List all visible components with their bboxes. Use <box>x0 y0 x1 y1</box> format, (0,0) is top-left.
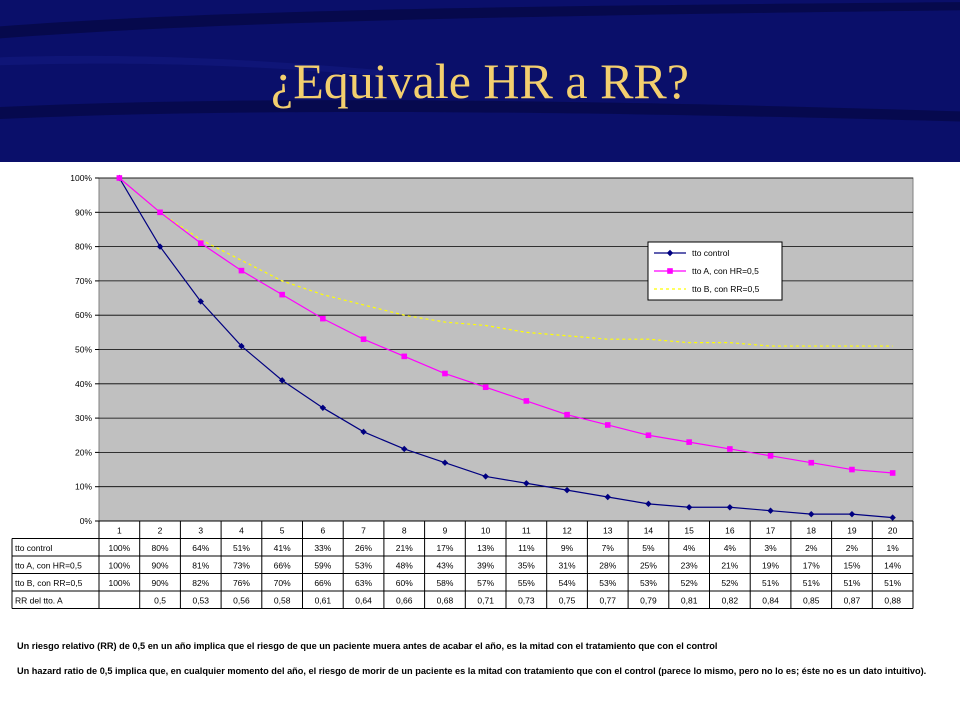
x-tick-label: 18 <box>806 525 816 536</box>
table-cell: 60% <box>395 578 413 588</box>
x-tick-label: 5 <box>279 525 285 536</box>
table-cell: 0,81 <box>680 595 698 606</box>
table-cell: 7% <box>601 543 614 553</box>
table-cell: 35% <box>517 560 535 571</box>
x-tick-label: 2 <box>157 525 163 536</box>
table-cell: 0,61 <box>314 595 332 606</box>
x-tick-label: 16 <box>725 525 735 536</box>
table-cell: 21% <box>721 560 739 571</box>
table-row-label: tto B, con RR=0,5 <box>15 578 83 588</box>
table-cell: 51% <box>232 543 250 553</box>
data-point <box>279 292 285 298</box>
x-tick-label: 10 <box>480 525 491 536</box>
table-cell: 66% <box>314 578 332 588</box>
note-rr: Un riesgo relativo (RR) de 0,5 en un año implica que el riesgo de que un paciente muera antes de acabar el año, es la mitad con el tratamiento que con el control <box>17 641 718 651</box>
table-cell: 53% <box>355 560 373 571</box>
table-cell: 0,85 <box>802 595 820 606</box>
table-cell: 0,53 <box>192 595 210 606</box>
table-cell: 39% <box>477 560 495 571</box>
table-cell: 5% <box>642 543 655 553</box>
table-cell: 100% <box>108 543 131 553</box>
data-point <box>686 439 692 445</box>
table-cell: 82% <box>192 578 210 588</box>
y-tick-label: 80% <box>74 241 92 252</box>
table-cell: 0,68 <box>436 595 454 606</box>
table-cell: 33% <box>314 543 332 553</box>
notes <box>17 640 942 690</box>
table-cell: 53% <box>599 578 617 588</box>
data-point <box>401 354 407 360</box>
table-cell: 1% <box>886 543 899 553</box>
table-cell: 4% <box>723 543 736 553</box>
table-row-label: tto A, con HR=0,5 <box>15 560 82 571</box>
table-cell: 0,87 <box>843 595 861 606</box>
y-tick-label: 0% <box>79 516 92 526</box>
y-tick-label: 60% <box>74 310 92 321</box>
data-point <box>646 432 652 438</box>
table-cell: 73% <box>232 560 250 571</box>
table-cell: 2% <box>805 543 818 553</box>
title-band <box>0 0 960 162</box>
x-tick-label: 11 <box>521 525 531 536</box>
x-tick-label: 20 <box>887 525 898 536</box>
x-tick-label: 3 <box>198 525 204 536</box>
x-tick-label: 14 <box>643 525 654 536</box>
table-cell: 55% <box>517 578 535 588</box>
data-point <box>564 412 570 418</box>
table-cell: 28% <box>599 560 617 571</box>
table-cell: 57% <box>477 578 495 588</box>
table-cell: 0,5 <box>154 595 166 606</box>
x-tick-label: 19 <box>847 525 857 536</box>
table-cell: 51% <box>843 578 861 588</box>
y-tick-label: 70% <box>74 275 92 286</box>
table-cell: 100% <box>108 560 131 571</box>
x-tick-label: 15 <box>684 525 694 536</box>
table-cell: 52% <box>721 578 739 588</box>
table-cell: 11% <box>518 543 535 553</box>
x-tick-label: 4 <box>239 525 244 536</box>
table-cell: 76% <box>232 578 250 588</box>
table-cell: 54% <box>558 578 576 588</box>
y-tick-label: 20% <box>74 447 92 458</box>
table-cell: 2% <box>845 543 859 553</box>
data-point <box>483 384 489 390</box>
table-cell: 23% <box>680 560 698 571</box>
legend-label: tto B, con RR=0,5 <box>692 284 760 294</box>
table-cell: 25% <box>639 560 657 571</box>
table-cell: 64% <box>192 543 210 553</box>
table-cell: 0,58 <box>273 595 291 606</box>
y-tick-label: 50% <box>74 344 92 355</box>
table-cell: 90% <box>151 578 169 588</box>
data-point <box>605 422 611 428</box>
table-cell: 48% <box>395 560 413 571</box>
table-cell: 41% <box>273 543 291 553</box>
table-cell: 51% <box>884 578 902 588</box>
data-point <box>727 446 733 452</box>
table-row-label: tto control <box>15 543 53 553</box>
x-tick-label: 8 <box>401 525 407 536</box>
y-tick-label: 40% <box>74 378 92 389</box>
x-tick-label: 12 <box>562 525 572 536</box>
table-cell: 51% <box>762 578 780 588</box>
data-point <box>890 470 896 476</box>
x-tick-label: 17 <box>765 525 776 536</box>
legend-marker <box>667 268 673 274</box>
x-tick-label: 9 <box>442 525 448 536</box>
table-cell: 63% <box>355 578 373 588</box>
table-row-label: RR del tto. A <box>15 595 63 606</box>
data-point <box>117 175 123 181</box>
table-cell: 19% <box>762 560 780 571</box>
table-cell: 21% <box>395 543 413 553</box>
table-cell: 31% <box>558 560 576 571</box>
table-cell: 100% <box>108 578 131 588</box>
x-tick-label: 1 <box>116 525 122 536</box>
data-point <box>320 316 326 322</box>
x-tick-label: 7 <box>361 525 366 536</box>
x-tick-label: 13 <box>603 525 613 536</box>
y-tick-label: 30% <box>74 413 92 424</box>
data-point <box>768 453 774 459</box>
table-cell: 0,73 <box>518 595 535 606</box>
table-cell: 13% <box>477 543 495 553</box>
table-cell: 0,82 <box>721 595 739 606</box>
table-cell: 17% <box>436 543 454 553</box>
note-hr: Un hazard ratio de 0,5 implica que, en cualquier momento del año, el riesgo de morir de un paciente es la mitad con tratamiento que con el control (parece lo mismo, pero no lo es; éste no es un dato intuitivo). <box>17 666 927 676</box>
table-cell: 53% <box>639 578 657 588</box>
slide-title: ¿Equivale HR a RR? <box>271 53 689 109</box>
table-cell: 0,66 <box>395 595 413 606</box>
survival-chart <box>0 162 960 622</box>
table-cell: 81% <box>192 560 210 571</box>
table-cell: 51% <box>802 578 820 588</box>
legend-label: tto control <box>692 248 730 258</box>
legend-label: tto A, con HR=0,5 <box>692 266 759 276</box>
chart-area <box>0 162 960 622</box>
table-cell: 3% <box>764 543 777 553</box>
y-tick-label: 90% <box>74 207 92 218</box>
table-cell: 4% <box>683 543 696 553</box>
data-point <box>849 467 855 473</box>
table-cell: 0,75 <box>558 595 576 606</box>
table-cell: 0,56 <box>233 595 250 606</box>
table-cell: 0,71 <box>477 595 494 606</box>
data-point <box>157 210 163 216</box>
data-point <box>808 460 814 466</box>
table-cell: 0,88 <box>884 595 901 606</box>
x-tick-label: 6 <box>320 525 326 536</box>
data-point <box>198 240 204 246</box>
table-cell: 26% <box>355 543 373 553</box>
table-cell: 43% <box>436 560 454 571</box>
table-cell: 58% <box>436 578 454 588</box>
table-cell: 14% <box>884 560 902 571</box>
table-cell: 90% <box>151 560 169 571</box>
table-cell: 70% <box>273 578 291 588</box>
y-tick-label: 10% <box>74 481 92 492</box>
data-point <box>239 268 245 274</box>
table-cell: 0,84 <box>762 595 779 606</box>
table-cell: 15% <box>843 560 861 571</box>
data-point <box>442 371 448 377</box>
data-point <box>361 336 367 342</box>
data-point <box>524 398 530 404</box>
y-tick-label: 100% <box>70 173 92 183</box>
table-cell: 0,77 <box>599 595 617 606</box>
table-cell: 59% <box>314 560 332 571</box>
table-cell: 0,64 <box>355 595 372 606</box>
table-cell: 66% <box>273 560 291 571</box>
table-cell: 0,79 <box>640 595 657 606</box>
table-cell: 80% <box>151 543 169 553</box>
table-cell: 17% <box>802 560 820 571</box>
table-cell: 52% <box>680 578 698 588</box>
table-cell: 9% <box>560 543 574 553</box>
